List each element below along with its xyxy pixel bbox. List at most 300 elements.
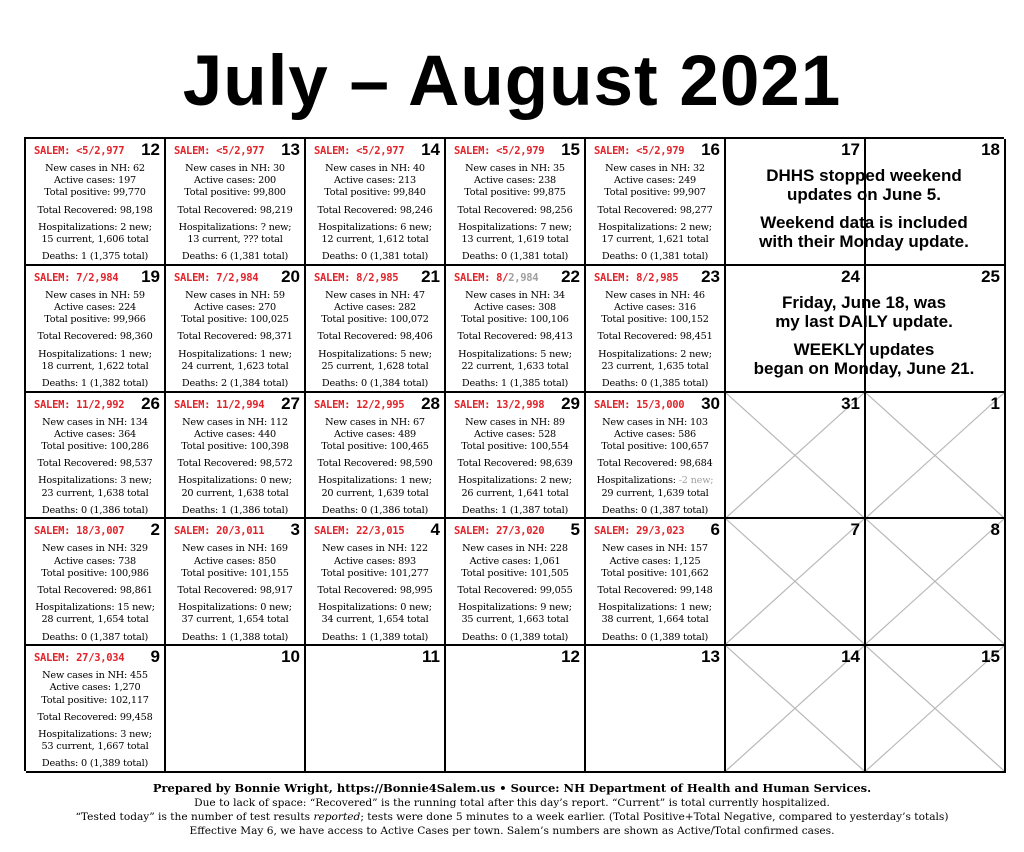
day-cell (166, 139, 306, 266)
active-cases (446, 175, 584, 187)
deaths (166, 505, 304, 517)
total-positive (446, 187, 584, 199)
day-cell (166, 519, 306, 646)
day-stats (166, 290, 304, 390)
total-positive (586, 568, 724, 580)
deaths (306, 505, 444, 517)
deaths-text: Deaths: 0 (1,389 total) (41, 758, 149, 770)
total-recovered (586, 458, 724, 470)
active-cases-text: Active cases: 1,125 (609, 555, 701, 567)
hospital-totals (306, 614, 444, 626)
day-number: 15 (981, 647, 1000, 667)
notice-line: WEEKLY updates (793, 340, 935, 359)
salem-count-value: SALEM: 29/3,023 (594, 525, 685, 538)
total-positive-text: Total positive: 99,840 (324, 187, 426, 199)
deaths (306, 378, 444, 390)
nh-new-cases (446, 290, 584, 302)
total-positive-text: Total positive: 99,770 (44, 187, 146, 199)
active-cases-text: Active cases: 197 (53, 175, 136, 187)
total-recovered-text: Total Recovered: 99,055 (457, 585, 573, 596)
active-cases-text: Active cases: 528 (473, 428, 556, 440)
hospitalizations (26, 222, 164, 234)
day-cell (306, 266, 446, 393)
total-positive-text: Total positive: 100,152 (601, 314, 709, 326)
day-number: 10 (281, 647, 300, 667)
total-positive-text: Total positive: 100,106 (461, 314, 569, 326)
day-stats (166, 543, 304, 643)
deaths-text: Deaths: 0 (1,389 total) (461, 631, 569, 643)
notice-line: my last DAILY update. (775, 312, 953, 331)
day-number: 30 (701, 393, 720, 413)
nh-new-cases (586, 543, 724, 555)
active-cases-text: Active cases: 1,061 (469, 555, 561, 567)
salem-count-value: SALEM: 11/2,992 (34, 398, 125, 411)
total-positive (166, 568, 304, 580)
day-cell (586, 519, 726, 646)
day-cell (26, 393, 166, 520)
total-recovered (26, 712, 164, 724)
total-positive-text: Total positive: 100,398 (181, 441, 289, 452)
footer-note-part: ; tests were done 5 minutes to a week earlier. (Total Positive+Total Negative, compared to yesterday’s totals) (360, 811, 949, 823)
total-positive (26, 695, 164, 707)
nh-new-cases (26, 670, 164, 682)
salem-count (594, 272, 678, 284)
day-stats (306, 543, 444, 643)
active-cases-text: Active cases: 850 (193, 555, 276, 567)
salem-count-value: SALEM: 18/3,007 (34, 525, 125, 538)
hospital-totals (306, 488, 444, 500)
total-recovered (26, 585, 164, 597)
total-recovered-text: Total Recovered: 98,219 (177, 204, 293, 216)
nh-new-cases-text: New cases in NH: 46 (605, 289, 705, 301)
hospitalizations (26, 475, 164, 487)
total-positive (166, 314, 304, 326)
deaths-text: Deaths: 0 (1,384 total) (321, 378, 429, 390)
total-recovered (446, 585, 584, 597)
hospital-totals (586, 234, 724, 246)
day-stats (586, 417, 724, 517)
total-recovered (306, 458, 444, 470)
day-stats (26, 163, 164, 263)
nh-new-cases (446, 543, 584, 555)
nh-new-cases (166, 290, 304, 302)
day-stats (446, 417, 584, 517)
day-cell (26, 519, 166, 646)
hospital-totals-text: 25 current, 1,628 total (321, 360, 429, 372)
day-cell (446, 266, 586, 393)
salem-count-value: SALEM: 8/ (454, 271, 509, 284)
day-stats (586, 543, 724, 643)
nh-new-cases-text: New cases in NH: 112 (182, 416, 288, 428)
total-positive (586, 187, 724, 199)
hospitalizations-text: Hospitalizations: 2 new; (598, 348, 712, 360)
day-number: 13 (281, 140, 300, 159)
deaths (586, 378, 724, 390)
total-positive-text: Total positive: 101,155 (181, 567, 289, 579)
deaths-text: Deaths: 6 (1,381 total) (181, 251, 289, 263)
total-recovered-text: Total Recovered: 98,684 (597, 458, 713, 470)
total-positive-text: Total positive: 102,117 (41, 694, 149, 706)
total-recovered (26, 205, 164, 217)
salem-count-value: SALEM: 20/3,011 (174, 525, 265, 538)
hospitalizations (586, 349, 724, 361)
day-cell (26, 266, 166, 393)
deaths (446, 505, 584, 517)
total-positive-text: Total positive: 100,025 (181, 314, 289, 326)
salem-count-prior: 2,984 (508, 271, 539, 284)
day-number: 31 (841, 393, 860, 413)
hospital-totals-text: 26 current, 1,641 total (461, 487, 569, 499)
active-cases (26, 682, 164, 694)
salem-count (454, 399, 544, 411)
day-number: 28 (421, 393, 440, 413)
hospitalizations-text: Hospitalizations: 2 new; (598, 221, 712, 233)
day-number: 2 (150, 520, 160, 540)
hospitalizations-text: Hospitalizations: 5 new; (458, 348, 572, 360)
salem-count (34, 652, 124, 664)
total-recovered (306, 585, 444, 597)
hospital-totals (306, 234, 444, 246)
hospital-totals-text: 35 current, 1,663 total (461, 614, 569, 626)
nh-new-cases-text: New cases in NH: 89 (465, 416, 565, 428)
day-cell (26, 646, 166, 773)
nh-new-cases-text: New cases in NH: 32 (605, 163, 705, 174)
deaths-text: Deaths: 1 (1,382 total) (41, 378, 149, 390)
total-positive-text: Total positive: 101,505 (461, 567, 569, 579)
nh-new-cases-text: New cases in NH: 455 (42, 670, 148, 682)
hospital-totals (26, 741, 164, 753)
deaths-text: Deaths: 0 (1,386 total) (321, 504, 429, 516)
nh-new-cases-text: New cases in NH: 30 (185, 163, 285, 174)
active-cases (446, 556, 584, 568)
deaths (26, 378, 164, 390)
hospital-totals (26, 614, 164, 626)
hospital-totals-text: 28 current, 1,654 total (41, 614, 149, 626)
deaths (586, 632, 724, 644)
total-recovered (586, 585, 724, 597)
hospital-totals (446, 361, 584, 373)
salem-count-value: SALEM: 22/3,015 (314, 525, 405, 538)
deaths-text: Deaths: 0 (1,389 total) (601, 631, 709, 643)
total-positive (166, 441, 304, 453)
nh-new-cases-text: New cases in NH: 62 (45, 163, 145, 174)
day-number: 12 (561, 647, 580, 667)
deaths-text: Deaths: 0 (1,387 total) (41, 631, 149, 643)
day-cell (726, 646, 866, 773)
total-positive-text: Total positive: 100,286 (41, 441, 149, 452)
day-stats (26, 417, 164, 517)
salem-count (594, 399, 684, 411)
hospitalizations-text: Hospitalizations: ? new; (178, 221, 292, 233)
total-recovered-text: Total Recovered: 98,413 (457, 331, 573, 343)
deaths (306, 251, 444, 263)
active-cases-text: Active cases: 249 (613, 175, 696, 187)
total-recovered (306, 331, 444, 343)
nh-new-cases-text: New cases in NH: 103 (602, 416, 708, 428)
hospitalizations-text: Hospitalizations: 7 new; (458, 221, 572, 233)
total-positive-text: Total positive: 100,657 (601, 441, 709, 452)
nh-new-cases-text: New cases in NH: 134 (42, 416, 148, 428)
total-positive-text: Total positive: 99,875 (464, 187, 566, 199)
salem-count (174, 525, 264, 537)
footer-note (0, 810, 1024, 824)
day-cell (726, 519, 866, 646)
active-cases-text: Active cases: 893 (333, 555, 416, 567)
active-cases-text: Active cases: 440 (193, 428, 276, 440)
hospitalizations (306, 222, 444, 234)
total-recovered (166, 458, 304, 470)
active-cases (26, 302, 164, 314)
salem-count (314, 399, 404, 411)
nh-new-cases (586, 163, 724, 175)
deaths-text: Deaths: 0 (1,387 total) (601, 504, 709, 516)
total-positive-text: Total positive: 100,986 (41, 567, 149, 579)
total-recovered (446, 458, 584, 470)
hospitalizations (446, 349, 584, 361)
nh-new-cases (26, 543, 164, 555)
hospitalizations-text: Hospitalizations: 0 new; (178, 602, 292, 614)
hospital-totals (586, 361, 724, 373)
day-cell (866, 393, 1006, 520)
active-cases-text: Active cases: 316 (613, 302, 696, 313)
hospital-totals-text: 22 current, 1,633 total (461, 360, 569, 372)
deaths (26, 251, 164, 263)
notice-line: updates on June 5. (787, 185, 941, 204)
salem-count-value: SALEM: 8/2,985 (594, 271, 679, 284)
nh-new-cases (306, 163, 444, 175)
nh-new-cases-text: New cases in NH: 40 (325, 163, 425, 174)
salem-count-value: SALEM: <5/2,979 (594, 145, 685, 157)
cross-out-icon (866, 519, 1004, 644)
day-number: 7 (850, 520, 860, 540)
hospital-totals-text: 24 current, 1,623 total (181, 360, 289, 372)
day-cell (446, 393, 586, 520)
total-recovered (446, 331, 584, 343)
day-number: 8 (990, 520, 1000, 540)
total-positive (166, 187, 304, 199)
nh-new-cases-text: New cases in NH: 59 (185, 289, 285, 301)
deaths-text: Deaths: 1 (1,386 total) (181, 504, 289, 516)
nh-new-cases (306, 290, 444, 302)
salem-count (34, 145, 124, 157)
day-number: 18 (981, 140, 1000, 159)
total-positive (26, 568, 164, 580)
total-recovered-text: Total Recovered: 98,360 (37, 331, 153, 343)
day-stats (586, 163, 724, 263)
day-cell (166, 266, 306, 393)
salem-count-value: SALEM: 8/2,985 (314, 271, 399, 284)
day-stats (26, 290, 164, 390)
total-positive (446, 314, 584, 326)
day-stats (166, 163, 304, 263)
total-recovered (586, 205, 724, 217)
nh-new-cases (26, 417, 164, 429)
nh-new-cases (446, 163, 584, 175)
total-recovered (586, 331, 724, 343)
total-recovered-text: Total Recovered: 98,590 (317, 458, 433, 470)
day-stats (26, 543, 164, 643)
active-cases (166, 175, 304, 187)
cross-out-icon (726, 519, 864, 644)
total-positive-text: Total positive: 100,465 (321, 441, 429, 452)
total-recovered (166, 585, 304, 597)
active-cases (26, 175, 164, 187)
hospital-totals (446, 614, 584, 626)
day-cell (446, 519, 586, 646)
hospitalizations (446, 475, 584, 487)
hospitalizations (26, 729, 164, 741)
day-cell (306, 646, 446, 773)
salem-count (174, 145, 264, 157)
total-positive-text: Total positive: 100,072 (321, 314, 429, 326)
day-number: 3 (290, 520, 300, 540)
total-recovered-text: Total Recovered: 98,572 (177, 458, 293, 470)
nh-new-cases (26, 163, 164, 175)
active-cases (306, 556, 444, 568)
hospitalizations (306, 349, 444, 361)
total-positive (446, 568, 584, 580)
day-stats (26, 670, 164, 770)
hospitalizations-new: -2 new; (675, 475, 714, 487)
hospitalizations-text: Hospitalizations: 2 new; (38, 221, 152, 233)
notice-line: with their Monday update. (759, 232, 969, 251)
salem-count (454, 272, 538, 284)
total-positive (26, 187, 164, 199)
hospitalizations (446, 602, 584, 614)
day-cell (306, 139, 446, 266)
deaths (586, 251, 724, 263)
salem-count-value: SALEM: 13/2,998 (454, 398, 545, 411)
total-positive-text: Total positive: 101,277 (321, 567, 429, 579)
page-title: July – August 2021 (182, 42, 842, 121)
total-recovered-text: Total Recovered: 98,537 (37, 458, 153, 470)
hospital-totals-text: 29 current, 1,639 total (601, 487, 709, 499)
total-recovered-text: Total Recovered: 98,451 (597, 331, 713, 343)
hospital-totals-text: 53 current, 1,667 total (41, 741, 149, 753)
total-recovered-text: Total Recovered: 99,458 (37, 711, 153, 723)
day-cell (306, 393, 446, 520)
nh-new-cases-text: New cases in NH: 59 (45, 289, 145, 301)
total-positive (306, 441, 444, 453)
hospitalizations (166, 222, 304, 234)
active-cases (306, 429, 444, 441)
day-number: 25 (981, 266, 1000, 286)
total-recovered-text: Total Recovered: 98,256 (457, 204, 573, 216)
day-number: 13 (701, 647, 720, 667)
deaths-text: Deaths: 1 (1,385 total) (461, 378, 569, 390)
weekly-notice (726, 293, 1002, 378)
hospitalizations-text: Hospitalizations: 0 new; (178, 475, 292, 487)
hospitalizations (166, 602, 304, 614)
hospitalizations (586, 222, 724, 234)
day-number: 1 (990, 393, 1000, 413)
deaths (26, 758, 164, 770)
salem-count (34, 272, 118, 284)
active-cases-text: Active cases: 224 (53, 302, 136, 313)
deaths (166, 378, 304, 390)
day-number: 6 (710, 520, 720, 540)
total-positive (306, 314, 444, 326)
hospitalizations-text: Hospitalizations: 1 new; (38, 348, 152, 360)
cross-out-icon (866, 393, 1004, 518)
nh-new-cases (306, 417, 444, 429)
active-cases-text: Active cases: 364 (53, 428, 136, 440)
hospitalizations-text: Hospitalizations: 2 new; (458, 475, 572, 487)
salem-count-value: SALEM: <5/2,977 (34, 145, 125, 157)
hospitalizations-text: Hospitalizations: 1 new; (318, 475, 432, 487)
nh-new-cases-text: New cases in NH: 329 (42, 543, 148, 555)
total-positive (26, 314, 164, 326)
active-cases (166, 429, 304, 441)
total-positive-text: Total positive: 101,662 (601, 567, 709, 579)
salem-count-value: SALEM: 27/3,034 (34, 652, 125, 665)
day-stats (446, 290, 584, 390)
deaths-text: Deaths: 0 (1,381 total) (601, 251, 709, 263)
nh-new-cases (586, 290, 724, 302)
total-positive (26, 441, 164, 453)
day-number: 9 (150, 647, 160, 667)
total-recovered-text: Total Recovered: 99,148 (597, 585, 713, 596)
hospitalizations (166, 349, 304, 361)
hospital-totals (446, 234, 584, 246)
hospitalizations-text: Hospitalizations: 9 new; (458, 602, 572, 614)
day-stats (306, 163, 444, 263)
day-number: 29 (561, 393, 580, 413)
salem-count (594, 145, 684, 157)
total-recovered (166, 331, 304, 343)
salem-count (454, 525, 544, 537)
hospital-totals-text: 37 current, 1,654 total (181, 614, 289, 626)
hospital-totals (26, 488, 164, 500)
hospital-totals (586, 614, 724, 626)
salem-count (174, 399, 264, 411)
deaths (446, 378, 584, 390)
day-cell (586, 139, 726, 266)
day-cell (166, 393, 306, 520)
active-cases (586, 302, 724, 314)
total-positive (306, 187, 444, 199)
hospital-totals-text: 12 current, 1,612 total (321, 234, 429, 246)
deaths (26, 632, 164, 644)
day-number: 11 (422, 647, 440, 667)
day-number: 22 (561, 266, 580, 286)
deaths-text: Deaths: 0 (1,385 total) (601, 378, 709, 390)
salem-count-value: SALEM: 12/2,995 (314, 398, 405, 411)
active-cases-text: Active cases: 586 (613, 428, 696, 440)
nh-new-cases (166, 163, 304, 175)
total-recovered-text: Total Recovered: 98,917 (177, 585, 293, 596)
salem-count (314, 272, 398, 284)
hospital-totals (166, 614, 304, 626)
total-positive (446, 441, 584, 453)
total-positive-text: Total positive: 100,554 (461, 441, 569, 452)
day-stats (586, 290, 724, 390)
salem-count (594, 525, 684, 537)
hospitalizations-text: Hospitalizations: (596, 475, 676, 487)
day-stats (166, 417, 304, 517)
active-cases-text: Active cases: 200 (193, 175, 276, 187)
hospital-totals-text: 18 current, 1,622 total (41, 360, 149, 372)
day-cell (586, 266, 726, 393)
active-cases (446, 429, 584, 441)
hospital-totals (26, 234, 164, 246)
footer-note: Due to lack of space: “Recovered” is the running total after this day’s report. “Current” is total currently hospitalized. (194, 797, 830, 809)
total-recovered-text: Total Recovered: 98,371 (177, 331, 293, 343)
active-cases (26, 556, 164, 568)
day-number: 17 (841, 140, 860, 159)
total-positive (586, 314, 724, 326)
day-number: 4 (430, 520, 440, 540)
